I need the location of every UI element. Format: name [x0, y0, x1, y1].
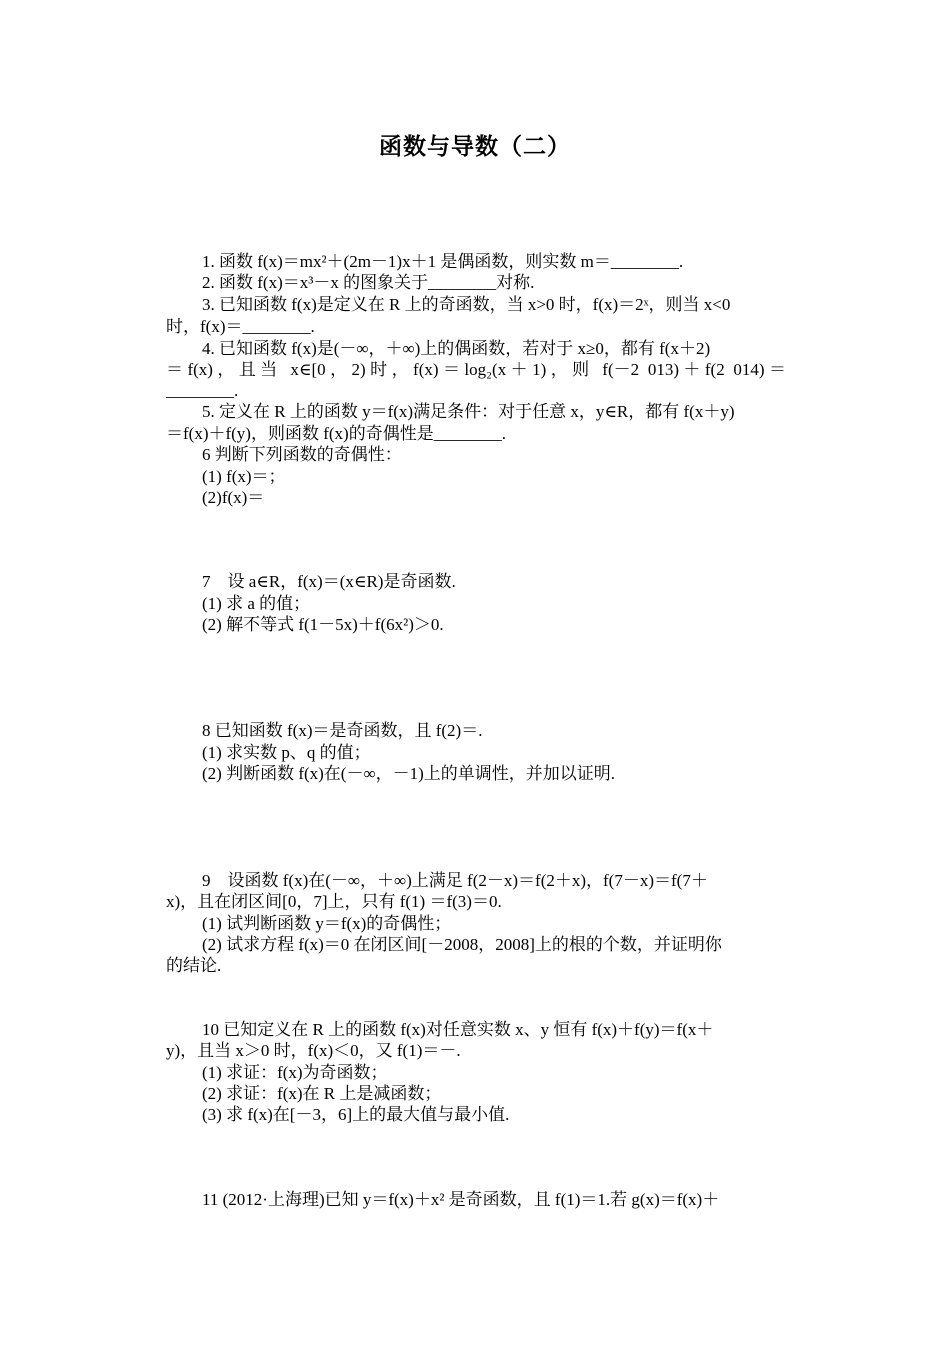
problem-6-part-1: (1) f(x)＝； — [202, 467, 286, 486]
problem-4-cont: ＝f(x)，且当 x∈[0，2)时，f(x)＝log₂(x＋1)，则 f(－2 013)＋f(2 014)＝ — [166, 360, 786, 379]
problem-10-part-3: (3) 求 f(x)在[－3，6]上的最大值与最小值. — [202, 1105, 510, 1124]
problem-5: 5. 定义在 R 上的函数 y＝f(x)满足条件：对于任意 x，y∈R，都有 f(x＋y) — [202, 402, 735, 421]
problem-10-part-2: (2) 求证：f(x)在 R 上是减函数； — [202, 1084, 442, 1103]
problem-5-cont: ＝f(x)＋f(y)，则函数 f(x)的奇偶性是________. — [166, 424, 506, 443]
problem-9: 9 设函数 f(x)在(－∞，＋∞)上满足 f(2－x)＝f(2＋x)，f(7－x)＝f(7＋ — [202, 871, 708, 890]
problem-2: 2. 函数 f(x)＝x³－x 的图象关于________对称. — [202, 273, 535, 292]
document-title: 函数与导数（二） — [379, 134, 571, 160]
problem-4: 4. 已知函数 f(x)是(－∞，＋∞)上的偶函数，若对于 x≥0，都有 f(x＋2) — [202, 339, 711, 358]
problem-3: 3. 已知函数 f(x)是定义在 R 上的奇函数，当 x>0 时，f(x)＝2ˣ，则当 x<0 — [202, 295, 731, 314]
problem-10-cont: y)，且当 x＞0 时，f(x)＜0，又 f(1)＝－. — [166, 1041, 461, 1060]
problem-4-blank: ________. — [166, 381, 239, 400]
problem-10-part-1: (1) 求证：f(x)为奇函数； — [202, 1063, 388, 1082]
problem-3-cont: 时，f(x)＝________. — [166, 317, 315, 336]
problem-8-part-1: (1) 求实数 p、q 的值； — [202, 743, 371, 762]
problem-10: 10 已知定义在 R 上的函数 f(x)对任意实数 x、y 恒有 f(x)＋f(y)＝f(x＋ — [202, 1020, 714, 1039]
problem-9-part-1: (1) 试判断函数 y＝f(x)的奇偶性； — [202, 914, 452, 933]
problem-8: 8 已知函数 f(x)＝是奇函数，且 f(2)＝. — [202, 721, 483, 740]
problem-8-part-2: (2) 判断函数 f(x)在(－∞，－1)上的单调性，并加以证明. — [202, 764, 615, 783]
problem-7-part-1: (1) 求 a 的值； — [202, 594, 311, 613]
problem-7: 7 设 a∈R，f(x)＝(x∈R)是奇函数. — [202, 572, 456, 591]
problem-1: 1. 函数 f(x)＝mx²＋(2m－1)x＋1 是偶函数，则实数 m＝________. — [202, 252, 684, 271]
problem-6-part-2: (2)f(x)＝ — [202, 488, 265, 507]
problem-11: 11 (2012·上海理)已知 y＝f(x)＋x² 是奇函数，且 f(1)＝1.若 g(x)＝f(x)＋ — [202, 1190, 720, 1209]
problem-6: 6 判断下列函数的奇偶性： — [202, 445, 402, 464]
problem-9-part-2: (2) 试求方程 f(x)＝0 在闭区间[－2008，2008]上的根的个数，并证明你 — [202, 935, 722, 954]
problem-7-part-2: (2) 解不等式 f(1－5x)＋f(6x²)＞0. — [202, 615, 444, 634]
problem-9-part-2-cont: 的结论. — [166, 956, 222, 975]
problem-9-cont: x)，且在闭区间[0，7]上，只有 f(1) ＝f(3)＝0. — [166, 892, 502, 911]
